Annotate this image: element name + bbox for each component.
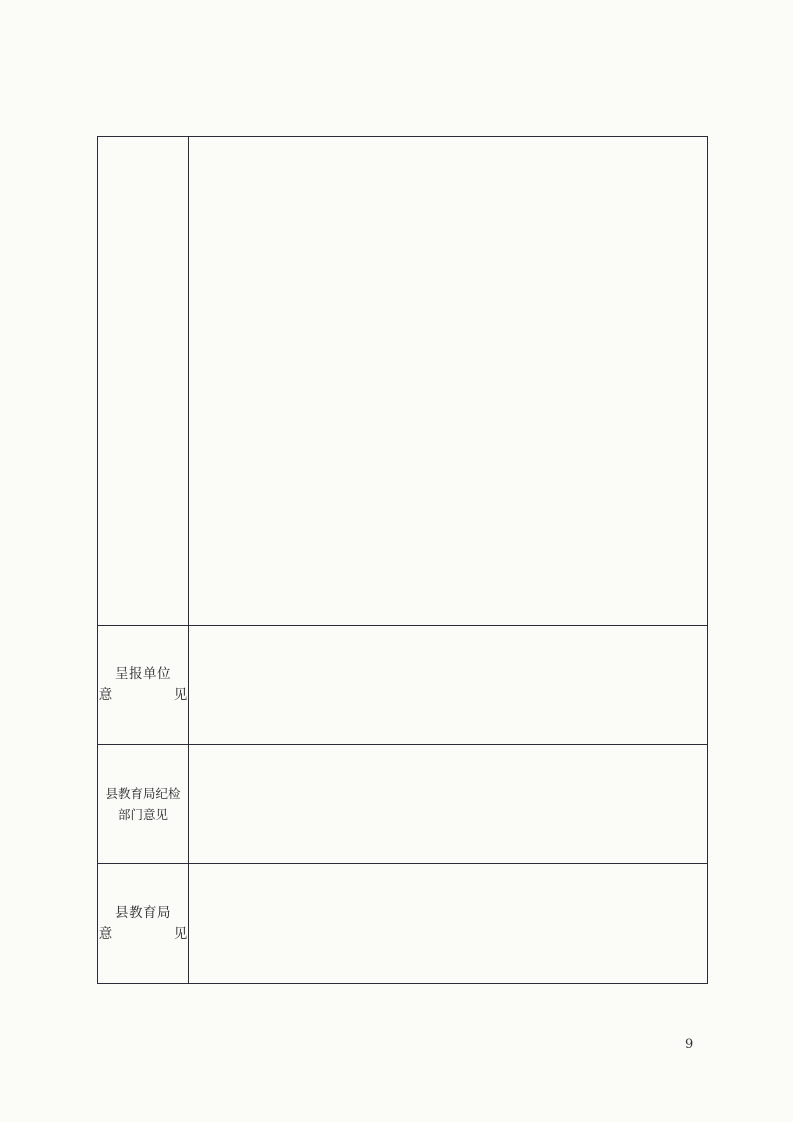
reporting-unit-opinion-cell	[189, 626, 708, 745]
discipline-dept-opinion-cell	[189, 745, 708, 864]
page-number: 9	[685, 1037, 694, 1052]
approval-form-table	[97, 136, 708, 984]
education-bureau-opinion-cell	[189, 864, 708, 984]
table-row-discipline-dept	[98, 745, 708, 864]
reporting-unit-label-line-2: 意 见	[98, 687, 212, 703]
reporting-unit-label-cell	[98, 626, 212, 745]
discipline-dept-label-line-1: 县教育局纪检	[105, 786, 181, 801]
details-content-cell	[189, 137, 708, 626]
details-label-cell	[98, 137, 189, 626]
discipline-dept-label-cell	[98, 745, 189, 864]
education-bureau-label-line-2: 意 见	[98, 925, 212, 942]
table-row-reporting-unit	[98, 626, 708, 745]
education-bureau-label-line-1: 县教育局	[115, 904, 171, 921]
discipline-dept-label-line-2: 部门意见	[117, 807, 168, 822]
education-bureau-label-cell	[98, 864, 212, 984]
table-row-education-bureau	[98, 864, 708, 984]
table-row-details	[98, 137, 708, 626]
reporting-unit-label-line-1: 呈报单位	[115, 666, 171, 682]
